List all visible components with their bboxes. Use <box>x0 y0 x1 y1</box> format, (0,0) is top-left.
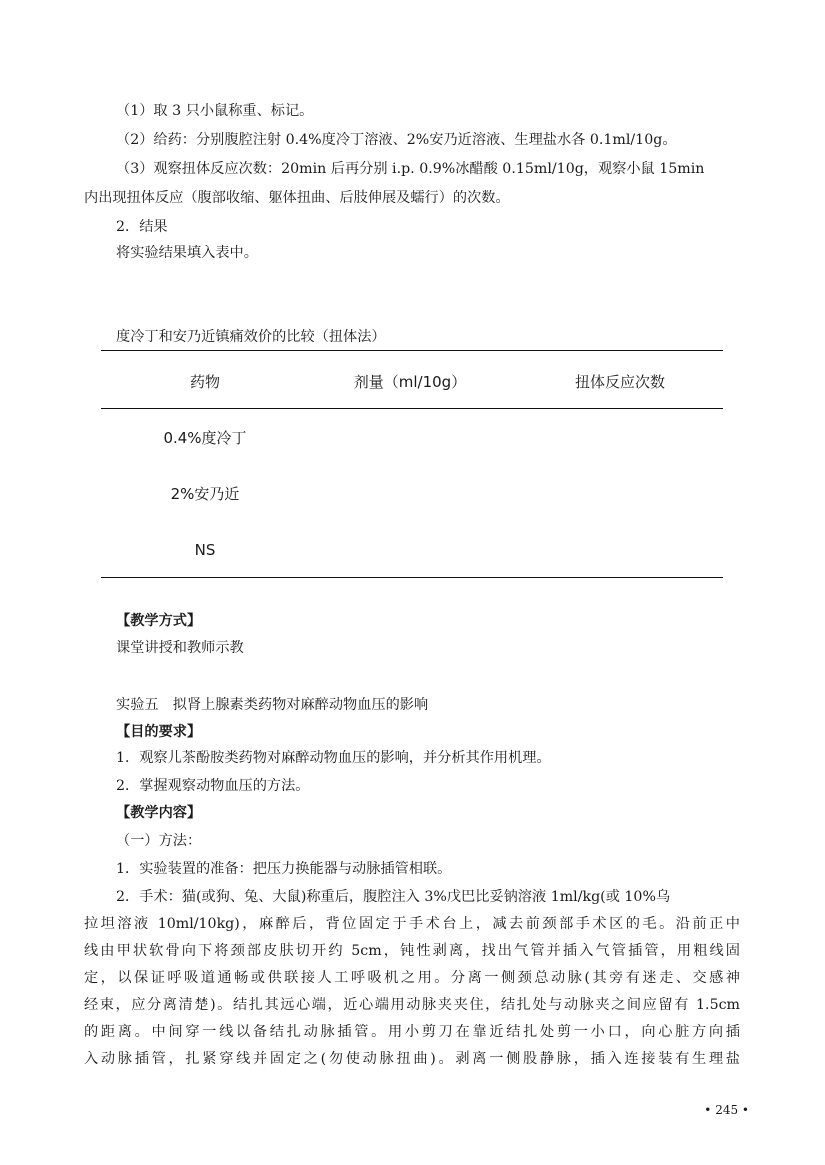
teaching-method-text: 课堂讲授和教师示教 <box>116 640 244 656</box>
experiment-title: 实验五 拟肾上腺素类药物对麻醉动物血压的影响 <box>116 697 429 713</box>
step-2: （2）给药：分别腹腔注射 0.4%度冷丁溶液、2%安乃近溶液、生理盐水各 0.1ml/10g。 <box>116 132 677 148</box>
table-row-drug: 2%安乃近 <box>170 485 240 503</box>
surgery-line: 的距离。中间穿一线以备结扎动脉插管。用小剪刀在靠近结扎处剪一小口，向心脏方向插 <box>84 1024 740 1040</box>
goal-heading: 【目的要求】 <box>116 724 202 740</box>
prep-step: 1．实验装置的准备：把压力换能器与动脉插管相联。 <box>116 861 452 877</box>
surgery-line: 2．手术：猫(或狗、兔、大鼠)称重后，腹腔注入 3%戊巴比妥钠溶液 1ml/kg(或 10%乌 <box>116 889 671 905</box>
method-heading: （一）方法： <box>116 833 202 849</box>
table-header-rule <box>101 408 723 409</box>
step-1: （1）取 3 只小鼠称重、标记。 <box>116 103 314 119</box>
table-row-drug: 0.4%度冷丁 <box>163 429 247 447</box>
surgery-line: 入动脉插管，扎紧穿线并固定之(勿使动脉扭曲)。剥离一侧股静脉，插入连接装有生理盐 <box>84 1051 740 1067</box>
result-text: 将实验结果填入表中。 <box>116 245 258 261</box>
table-top-rule <box>101 350 723 351</box>
step-3: （3）观察扭体反应次数：20min 后再分别 i.p. 0.9%冰醋酸 0.15ml/10g，观察小鼠 15min <box>116 161 705 177</box>
goal-item: 2．掌握观察动物血压的方法。 <box>116 778 310 794</box>
table-header-drug: 药物 <box>189 373 220 391</box>
content-heading: 【教学内容】 <box>116 805 202 821</box>
table-row-drug: NS <box>194 541 216 559</box>
surgery-line: 拉坦溶液 10ml/10kg)，麻醉后，背位固定于手术台上，减去前颈部手术区的毛。沿前正中 <box>84 916 740 932</box>
table-header-count: 扭体反应次数 <box>574 373 665 391</box>
surgery-line: 线由甲状软骨向下将颈部皮肤切开约 5cm，钝性剥离，找出气管并插入气管插管，用粗线固 <box>84 943 740 959</box>
table-bottom-rule <box>101 577 723 578</box>
table-caption: 度冷丁和安乃近镇痛效价的比较（扭体法） <box>116 329 386 345</box>
teaching-method-heading: 【教学方式】 <box>116 613 202 629</box>
table-header-dose: 剂量（ml/10g） <box>353 373 467 391</box>
surgery-line: 经束，应分离清楚)。结扎其远心端，近心端用动脉夹夹住，结扎处与动脉夹之间应留有 1.5cm <box>84 997 740 1013</box>
result-heading: 2．结果 <box>116 219 168 235</box>
surgery-line: 定，以保证呼吸道通畅或供联接人工呼吸机之用。分离一侧颈总动脉(其旁有迷走、交感神 <box>84 970 740 986</box>
goal-item: 1．观察儿茶酚胺类药物对麻醉动物血压的影响，并分析其作用机理。 <box>116 750 551 766</box>
page-number: • 245 • <box>704 1103 749 1117</box>
step-3-continued: 内出现扭体反应（腹部收缩、躯体扭曲、后肢伸展及蠕行）的次数。 <box>84 190 510 206</box>
